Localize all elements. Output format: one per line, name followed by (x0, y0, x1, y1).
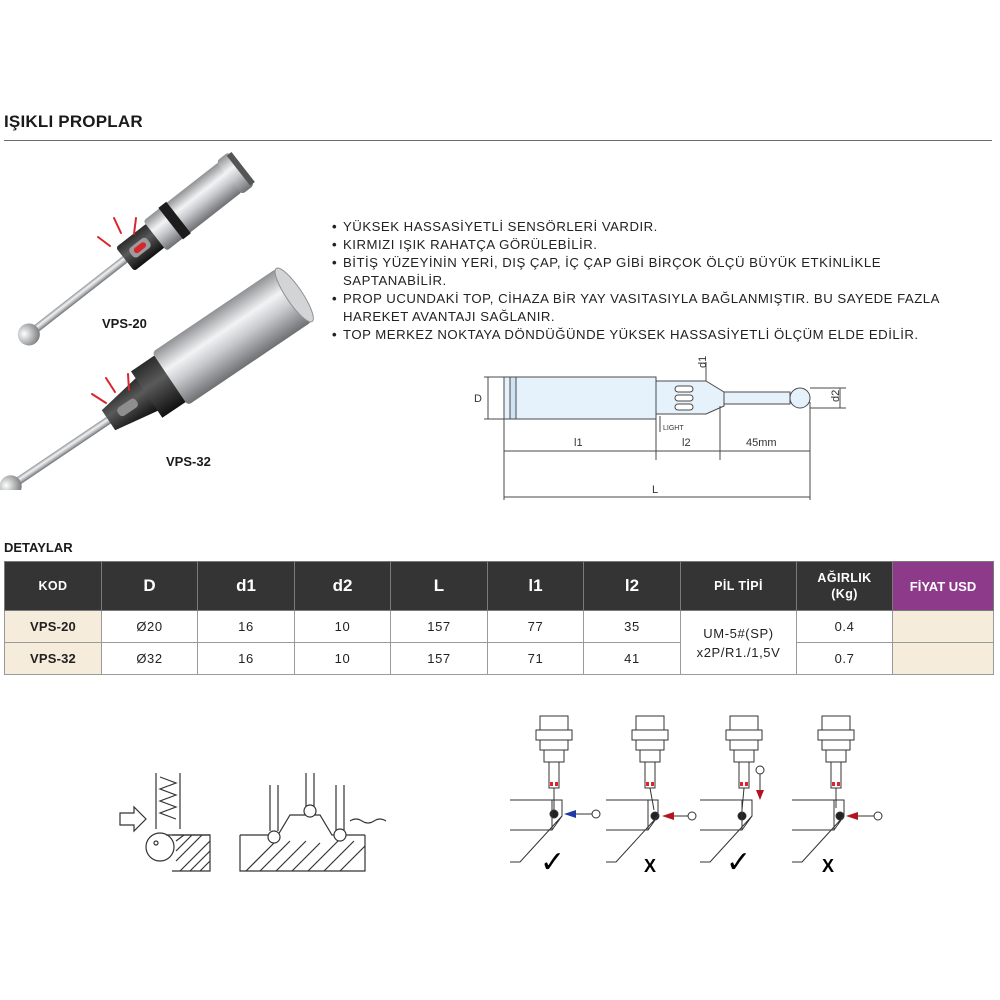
dim-label-l2: l2 (682, 437, 691, 449)
cell-price (893, 643, 994, 675)
cell-battery (681, 611, 797, 675)
product-illustrations (0, 150, 340, 490)
title-divider (4, 140, 992, 141)
col-header-weight (797, 562, 893, 611)
col-header-L: L (391, 562, 488, 611)
usage-mark-3: ✓ (726, 846, 752, 879)
cell-d2: 10 (295, 611, 391, 643)
probe-vps32-icon (0, 264, 319, 490)
section-title: DETAYLAR (4, 540, 73, 555)
cell-weight: 0.7 (797, 643, 893, 675)
col-header-d1: d1 (198, 562, 295, 611)
dim-label-light: LIGHT (663, 425, 684, 432)
table-row (5, 611, 994, 643)
col-header-l2: l2 (584, 562, 681, 611)
cell-price (893, 611, 994, 643)
feature-item: • PROP UCUNDAKİ TOP, CİHAZA BİR YAY VASITASIYLA BAĞLANMIŞTIR. BU SAYEDE FAZLA HAREKET AVANTAJI SAĞLANIR. (332, 290, 972, 326)
col-header-l1: l1 (488, 562, 584, 611)
cell-d2: 10 (295, 643, 391, 675)
usage-panel-2 (606, 716, 696, 876)
col-header-price: FİYAT USD (893, 562, 994, 611)
edge-finding-diagram (110, 765, 400, 875)
feature-item: • KIRMIZI IŞIK RAHATÇA GÖRÜLEBİLİR. (332, 236, 972, 254)
col-header-battery: PİL TİPİ (681, 562, 797, 611)
cell-d1: 16 (198, 611, 295, 643)
col-header-code: KOD (5, 562, 102, 611)
cell-code: VPS-20 (5, 611, 102, 643)
cell-l1: 77 (488, 611, 584, 643)
col-header-d2: d2 (295, 562, 391, 611)
battery-line2: x2P/R1./1,5V (696, 644, 781, 660)
product-label-vps32: VPS-32 (166, 454, 211, 469)
cell-L: 157 (391, 643, 488, 675)
table-row (5, 643, 994, 675)
usage-panel-1 (510, 716, 600, 879)
dim-label-D: D (474, 393, 482, 405)
dim-label-d2: d2 (830, 389, 842, 402)
cell-l2: 35 (584, 611, 681, 643)
usage-panel-4 (792, 716, 882, 876)
cell-D: Ø20 (102, 611, 198, 643)
cell-D: Ø32 (102, 643, 198, 675)
cell-code: VPS-32 (5, 643, 102, 675)
usage-mark-4: X (822, 856, 835, 876)
feature-item: • YÜKSEK HASSASİYETLİ SENSÖRLERİ VARDIR. (332, 218, 972, 236)
probe-dimension-drawing (470, 350, 860, 510)
feature-item: • TOP MERKEZ NOKTAYA DÖNDÜĞÜNDE YÜKSEK HASSASİYETLİ ÖLÇÜM ELDE EDİLİR. (332, 326, 972, 344)
cell-l2: 41 (584, 643, 681, 675)
dim-label-d1: d1 (697, 355, 709, 368)
weight-header-line2: (Kg) (831, 587, 858, 601)
feature-item: • BİTİŞ YÜZEYİNİN YERİ, DIŞ ÇAP, İÇ ÇAP GİBİ BİRÇOK ÖLÇÜ BÜYÜK ETKİNLİKLE SAPTANABİLİR. (332, 254, 972, 290)
dim-label-L: L (652, 484, 659, 496)
table-header-row (5, 562, 994, 611)
usage-sequence-diagram (500, 712, 900, 888)
usage-panel-3 (700, 716, 764, 879)
usage-mark-1: ✓ (540, 846, 566, 879)
product-label-vps20: VPS-20 (102, 316, 147, 331)
cell-weight: 0.4 (797, 611, 893, 643)
dim-label-tip-length: 45mm (746, 437, 777, 449)
col-header-D: D (102, 562, 198, 611)
feature-list (332, 218, 972, 344)
dim-label-l1: l1 (574, 437, 583, 449)
cell-d1: 16 (198, 643, 295, 675)
battery-line1: UM-5#(SP) (703, 625, 774, 641)
spec-table (4, 561, 994, 675)
cell-l1: 71 (488, 643, 584, 675)
usage-mark-2: X (644, 856, 657, 876)
cell-L: 157 (391, 611, 488, 643)
page-title: IŞIKLI PROPLAR (4, 112, 143, 131)
weight-header-line1: AĞIRLIK (817, 571, 872, 585)
